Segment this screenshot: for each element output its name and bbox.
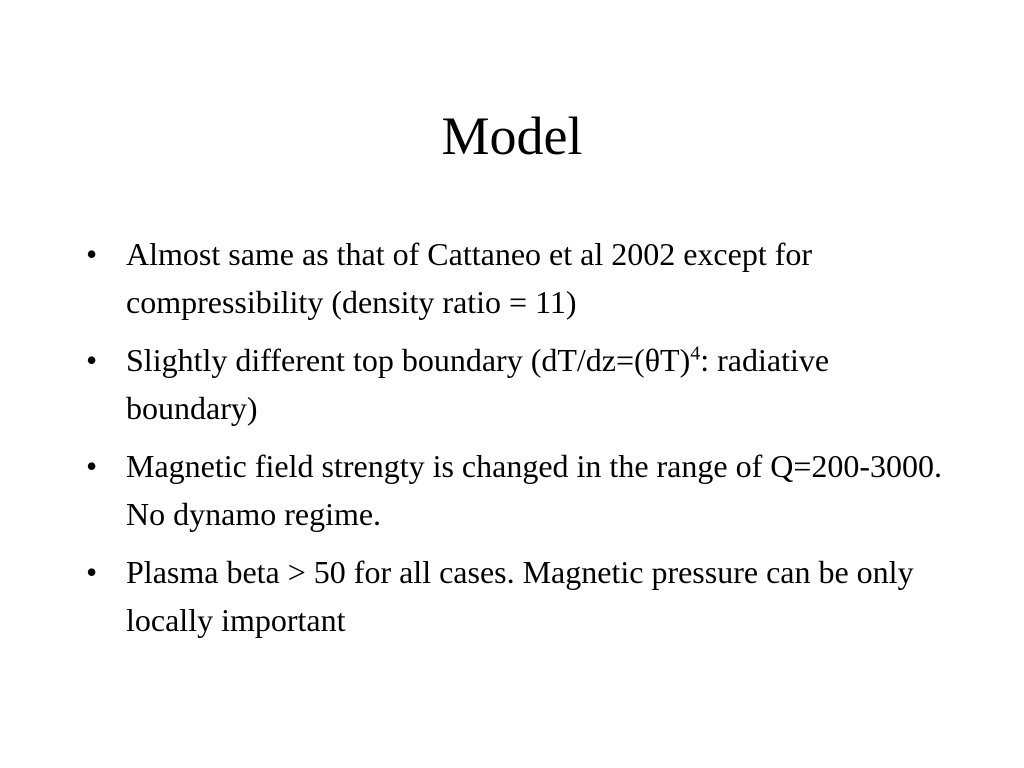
bullet-text: Magnetic field strengty is changed in the range of Q=200-3000. No dynamo regime.: [126, 448, 943, 532]
bullet-dot-icon: •: [86, 448, 98, 484]
bullet-item-2: [86, 336, 946, 432]
bullet-item-1: [86, 230, 946, 326]
bullet-text-after: : radiative boundary): [126, 342, 830, 426]
bullet-text: Almost same as that of Cattaneo et al 2002 except for compressibility (density ratio = 11): [126, 236, 813, 320]
bullet-dot-icon: •: [86, 236, 98, 272]
bullet-dot-icon: •: [86, 554, 98, 590]
bullet-item-3: [86, 442, 946, 538]
bullet-dot-icon: •: [86, 342, 98, 378]
slide-title: Model: [441, 106, 583, 166]
bullet-text: Plasma beta > 50 for all cases. Magnetic pressure can be only locally important: [126, 554, 914, 638]
bullet-list: [86, 230, 946, 654]
bullet-item-4: [86, 548, 946, 644]
bullet-text-before: Slightly different top boundary (dT/dz=(θT): [126, 342, 691, 378]
bullet-superscript: 4: [690, 342, 701, 365]
